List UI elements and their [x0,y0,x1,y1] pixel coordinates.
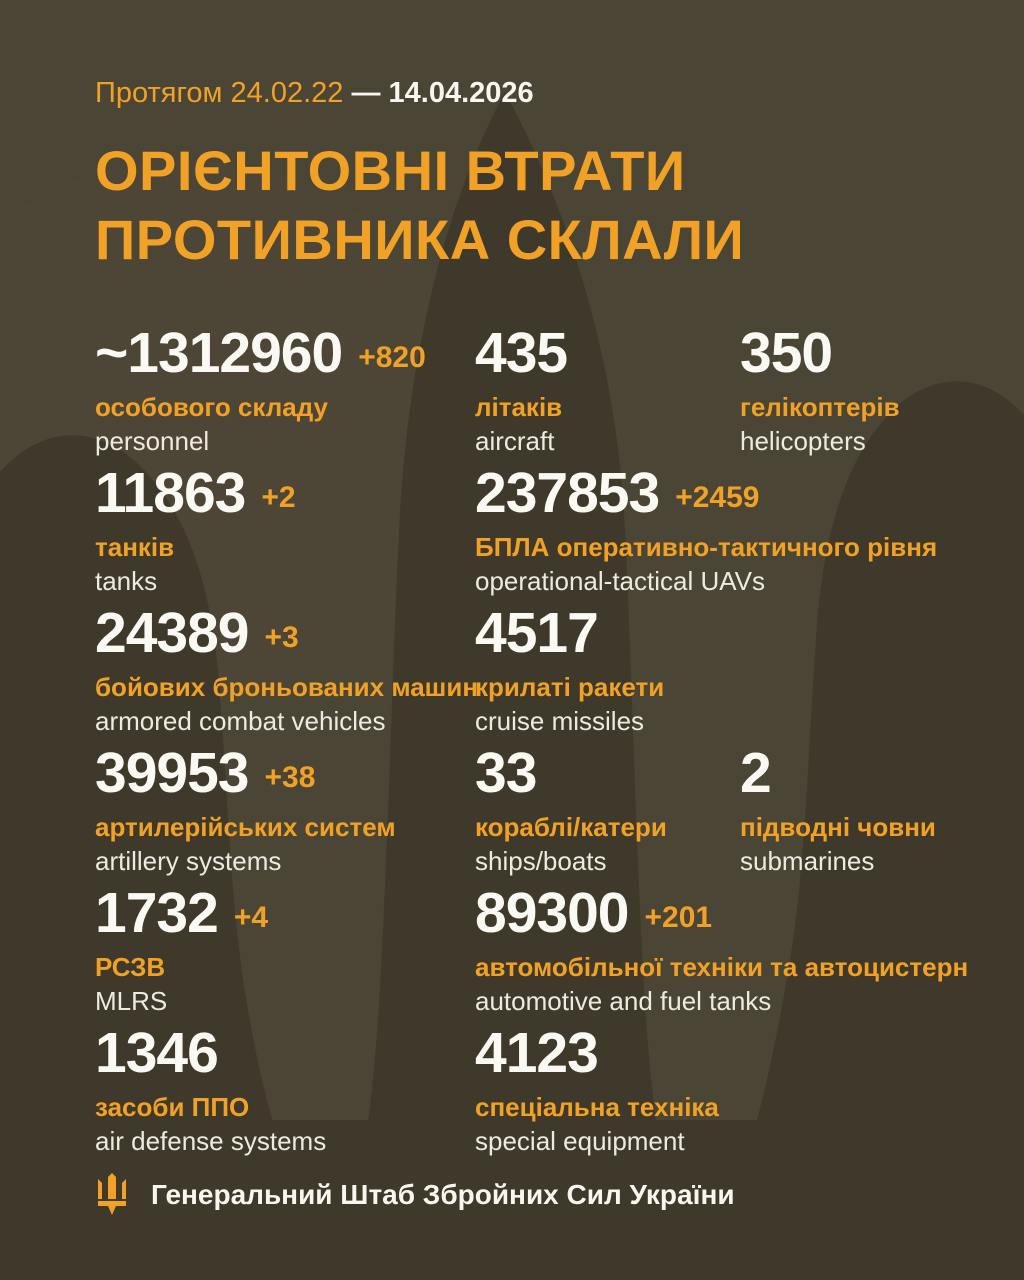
date-range [95,78,984,110]
date-range-start: Протягом 24.02.22 [95,77,344,109]
stat-uavs [475,460,984,605]
stat-value: 1346 [95,1020,218,1085]
stat-label-uk: РСЗВ [95,951,166,982]
stat-value: 39953 [95,740,249,805]
stat-delta: +2459 [675,480,760,514]
page-title [95,136,984,275]
stat-delta: +201 [644,900,713,934]
stat-label-uk: танків [95,531,175,562]
stat-label-en: helicopters [740,425,866,456]
stat-label-uk: бойових броньованих машин [95,671,479,702]
stat-label-uk: літаків [475,391,563,422]
stat-label-uk: спеціальна техніка [475,1091,719,1122]
stat-helicopters [740,320,984,465]
stat-label-uk: артилерійських систем [95,811,396,842]
stat-delta: +2 [261,480,296,514]
stat-armored-vehicles [95,600,479,745]
stat-value: 89300 [475,880,629,945]
stat-special-equipment [475,1020,984,1165]
losses-grid [95,320,984,1165]
stat-air-defense [95,1020,475,1165]
stat-label-uk: гелікоптерів [740,391,900,422]
stat-cruise-missiles [475,600,984,745]
stat-value: 237853 [475,460,660,525]
footer [0,1173,1024,1217]
tryzub-icon [95,1173,129,1217]
stat-label-uk: крилаті ракети [475,671,665,702]
stat-label-en: cruise missiles [475,705,645,736]
stat-tanks [95,460,475,605]
stat-personnel [95,320,475,465]
stat-label-en: air defense systems [95,1125,327,1156]
stat-submarines [740,740,984,885]
stat-value: 435 [475,320,568,385]
stat-mlrs [95,880,475,1025]
stat-delta: +3 [264,620,299,654]
stat-label-en: automotive and fuel tanks [475,985,772,1016]
stat-value: 33 [475,740,537,805]
stat-label-en: ships/boats [475,845,607,876]
footer-organization: Генеральний Штаб Збройних Сил України [151,1178,735,1210]
stat-artillery [95,740,475,885]
stat-value: 1732 [95,880,218,945]
stat-label-en: MLRS [95,985,168,1016]
stat-ships [475,740,740,885]
stat-label-en: submarines [740,845,875,876]
stat-label-uk: кораблі/катери [475,811,667,842]
stat-label-en: special equipment [475,1125,685,1156]
stat-delta: +38 [264,760,316,794]
stat-value: 4123 [475,1020,598,1085]
stat-value: 2 [740,740,771,805]
stat-label-uk: засоби ППО [95,1091,250,1122]
page-title-line2: ПРОТИВНИКА СКЛАЛИ [95,208,745,272]
stat-label-uk: БПЛА оперативно-тактичного рівня [475,531,938,562]
stat-value: 350 [740,320,833,385]
stat-delta: +820 [358,340,426,374]
date-range-end: — 14.04.2026 [351,77,534,109]
stat-label-en: tanks [95,565,158,596]
stat-value: ~1312960 [95,320,343,385]
stat-label-en: personnel [95,425,210,456]
stat-automotive [475,880,984,1025]
stat-value: 24389 [95,600,249,665]
stat-value: 4517 [475,600,598,665]
stat-label-en: aircraft [475,425,555,456]
stat-label-uk: підводні човни [740,811,936,842]
stat-value: 11863 [95,460,246,525]
stat-label-en: operational-tactical UAVs [475,565,765,596]
stat-label-uk: автомобільної техніки та автоцистерн [475,951,969,982]
stat-delta: +4 [233,900,269,934]
stat-aircraft [475,320,740,465]
stat-label-en: artillery systems [95,845,282,876]
stat-label-uk: особового складу [95,391,328,422]
page-title-line1: ОРІЄНТОВНІ ВТРАТИ [95,138,686,202]
stat-label-en: armored combat vehicles [95,705,386,736]
